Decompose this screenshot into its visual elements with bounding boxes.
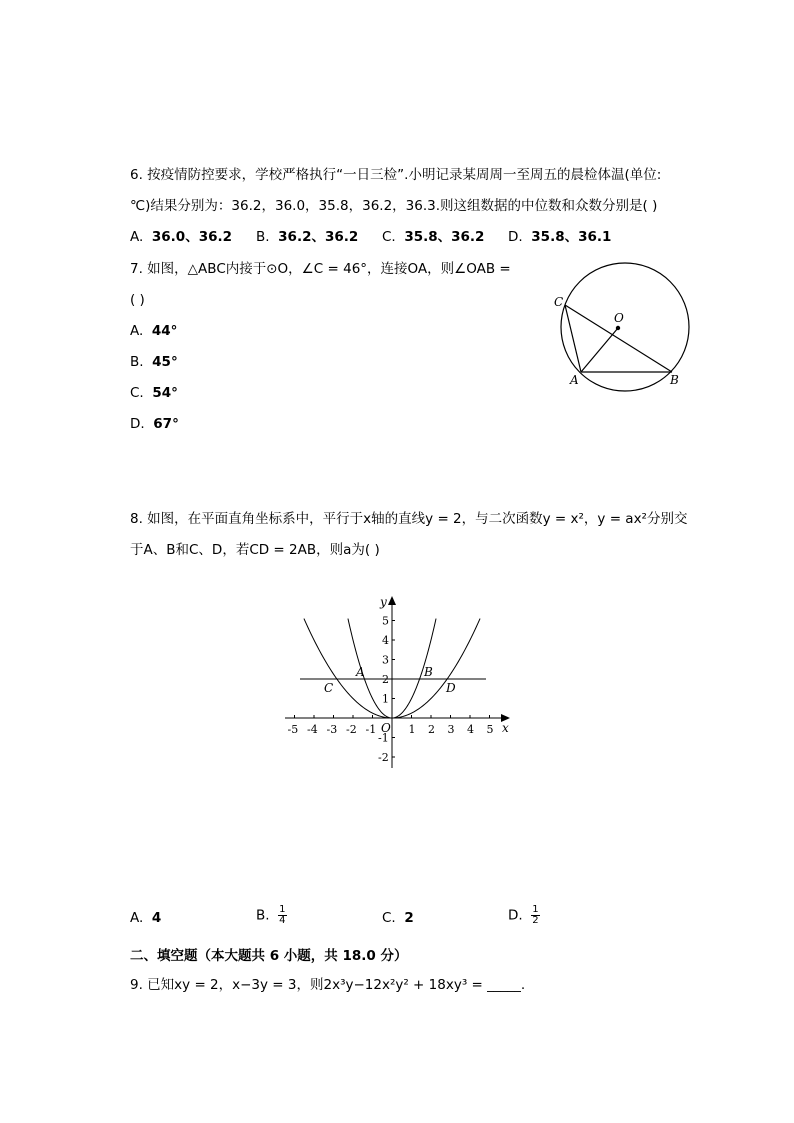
x-tick-label: -3	[326, 723, 338, 736]
label-b: B	[670, 373, 679, 387]
q6-option-d: D. 35.8、36.1	[508, 229, 612, 245]
q6-stem-line2: ℃)结果分别为：36.2，36.0，35.8，36.2，36.3.则这组数据的中位数和众数分别是( )	[130, 198, 658, 214]
q7-option-a: A. 44°	[130, 323, 178, 339]
y-tick-label: 3	[382, 653, 389, 667]
y-axis-label: y	[380, 595, 387, 609]
q6-option-c: C. 35.8、36.2	[382, 229, 485, 245]
q7-circle-figure	[550, 260, 700, 400]
point-label-b: B	[424, 665, 433, 679]
q7-stem-line1: 7. 如图，△ABC内接于⊙O，∠C = 46°，连接OA，则∠OAB =	[130, 261, 511, 277]
x-tick-label: -4	[307, 723, 318, 736]
x-tick-label: -5	[287, 723, 299, 736]
label-a: A	[570, 373, 579, 387]
q7-option-d: D. 67°	[130, 416, 179, 432]
x-tick-label: 4	[467, 723, 474, 736]
q8-option-d: D. $\frac{1}{2}$	[508, 904, 539, 926]
y-tick-label: 5	[382, 614, 389, 628]
point-label-a: A	[356, 665, 365, 679]
q8-stem-line2: 于A、B和C、D，若CD = 2AB，则a为( )	[130, 542, 380, 558]
segment-ca	[565, 305, 581, 372]
y-tick-label: 1	[382, 692, 389, 706]
q8-option-b: B. $\frac{1}{4}$	[256, 904, 286, 926]
q7-stem-line2: ( )	[130, 292, 145, 308]
q8-option-a: A. 4	[130, 910, 162, 926]
point-label-d: D	[446, 681, 456, 695]
q6-option-a: A. 36.0、36.2	[130, 229, 233, 245]
q6-option-b: B. 36.2、36.2	[256, 229, 359, 245]
y-tick-label: -2	[378, 751, 389, 764]
x-tick-label: -2	[346, 723, 357, 736]
y-tick-label: -1	[378, 731, 389, 745]
y-tick-label: 2	[382, 673, 389, 686]
point-label-c: C	[324, 681, 334, 695]
center-point-o	[616, 326, 620, 330]
x-tick-label: 1	[408, 723, 416, 736]
q6-stem-line1: 6. 按疫情防控要求，学校严格执行“一日三检”.小明记录某周周一至周五的晨检体温(单位:	[130, 167, 662, 183]
section-heading-fill-in: 二、填空题（本大题共 6 小题，共 18.0 分）	[130, 948, 408, 964]
q8-stem-line1: 8. 如图，在平面直角坐标系中，平行于x轴的直线y = 2，与二次函数y = x²，y = ax²分别交	[130, 511, 688, 527]
y-tick-label: 4	[382, 634, 389, 647]
x-tick-label: 2	[428, 723, 435, 736]
q8-coordinate-figure	[280, 592, 530, 782]
fraction-one-quarter: $\frac{1}{4}$	[279, 904, 286, 926]
origin-label: O	[381, 721, 391, 735]
q7-option-c: C. 54°	[130, 385, 178, 401]
q9-stem: 9. 已知xy = 2，x−3y = 3，则2x³y−12x²y² + 18xy³ = _____.	[130, 977, 526, 993]
segment-oa	[581, 328, 618, 372]
label-c: C	[554, 295, 564, 309]
fraction-one-half: $\frac{1}{2}$	[532, 904, 539, 926]
x-axis-label: x	[502, 721, 509, 735]
x-tick-label: 5	[486, 723, 494, 736]
q8-option-c: C. 2	[382, 910, 414, 926]
y-axis-arrow-icon	[388, 596, 396, 605]
x-tick-label: 3	[447, 723, 455, 736]
label-o: O	[614, 311, 624, 325]
q7-option-b: B. 45°	[130, 354, 178, 370]
x-tick-label: -1	[365, 723, 377, 736]
